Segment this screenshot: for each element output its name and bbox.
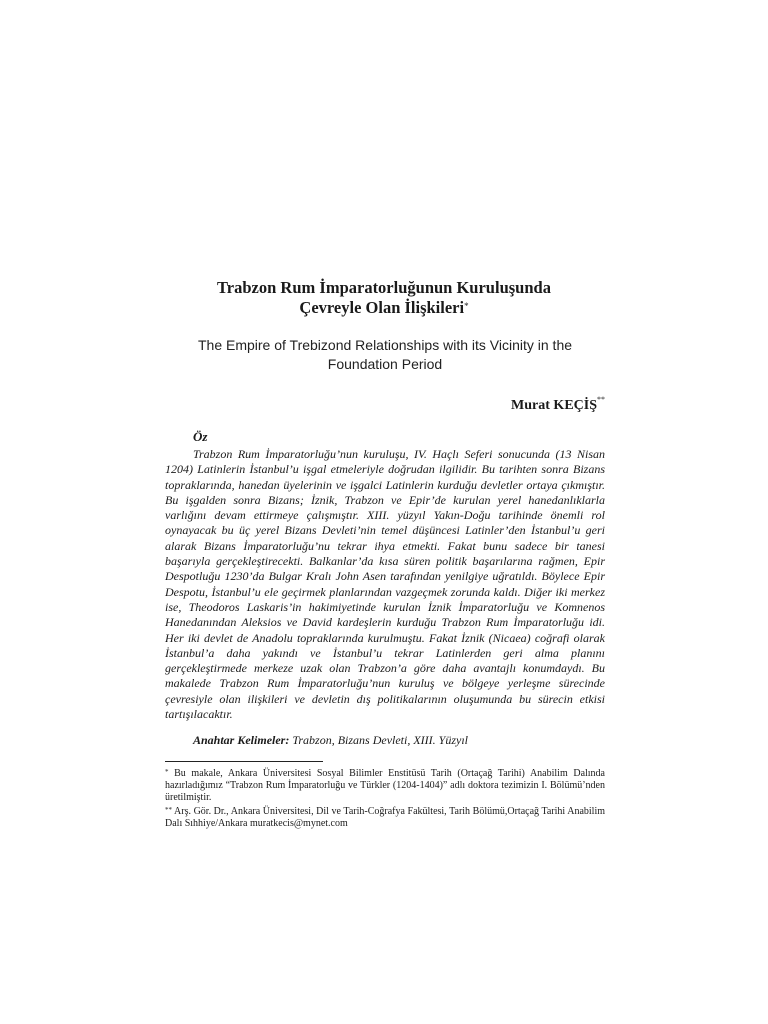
footnote-2-marker: ** <box>165 806 172 814</box>
paper-title-line-1: Trabzon Rum İmparatorluğunun Kuruluşunda <box>217 278 551 297</box>
paper-title-line-2-text: Çevreyle Olan İlişkileri <box>299 298 465 317</box>
footnote-1 <box>165 768 605 805</box>
title-footnote-marker[interactable]: * <box>464 301 469 311</box>
keywords-line <box>193 733 468 748</box>
footnote-2-text: Arş. Gör. Dr., Ankara Üniversitesi, Dil ve Tarih-Coğrafya Fakültesi, Tarih Bölümü,Ortaçağ Tarihi Anabilim Dalı Sıhhiye/Ankara muratkecis@mynet.com <box>165 806 605 830</box>
footnote-1-marker: * <box>165 768 169 776</box>
abstract-heading: Öz <box>193 429 208 444</box>
footnote-2 <box>165 806 605 830</box>
footnote-1-text: Bu makale, Ankara Üniversitesi Sosyal Bilimler Enstitüsü Tarih (Ortaçağ Tarihi) Anabilim Dalında hazırladığımız “Trabzon Rum İmparatorluğu ve Türkler (1204-1404)” adlı doktora tezimizin I. Bölümü’nden üretilmiştir. <box>165 768 605 804</box>
author-name-text: Murat KEÇİŞ <box>511 398 597 413</box>
paper-title <box>0 278 768 318</box>
paper-title-line-2 <box>0 298 768 318</box>
author-name <box>511 395 605 414</box>
keywords-label: Anahtar Kelimeler: <box>193 733 290 747</box>
keywords-text: Trabzon, Bizans Devleti, XIII. Yüzyıl <box>289 733 469 747</box>
footnote-divider <box>165 761 323 762</box>
author-footnote-marker[interactable]: ** <box>597 395 605 404</box>
english-title-line-1: The Empire of Trebizond Relationships with its Vicinity in the <box>197 337 573 353</box>
english-title-line-2: Foundation Period <box>327 356 443 372</box>
abstract-body: Trabzon Rum İmparatorluğu’nun kuruluşu, IV. Haçlı Seferi sonucunda (13 Nisan 1204) Latinlerin İstanbul’u işgal etmeleriyle doğrudan ilgilidir. Bu tarihten sonra Bizans topraklarında, hanedan üyelerinin ve işgalci Latinlerin kurduğu devletler ortaya çıkmıştır. Bu işgalden sonra Bizans; İznik, Trabzon ve Epir’de kurulan yerel hanedanlıklarla varlığını devam ettirmeye çalışmıştır. XIII. yüzyıl Yakın-Doğu tarihinde önemli rol oynayacak bu üç yerel Bizans Devleti’nin temel düşüncesi Latinler’den İstanbul’u geri alarak Bizans İmparatorluğu’nu tekrar ihya etmekti. Fakat bunu sadece bir tanesi başarıyla gerçekleştirecekti. Balkanlar’da kısa süren politik başarılarına rağmen, Epir Despotluğu 1230’da Bulgar Kralı John Asen tarafından yenilgiye uğratıldı. Böylece Epir Despotu, İstanbul’u ele geçirmek planlarından vazgeçmek zorunda kaldı. Diğer iki merkez ise, Theodoros Laskaris’in hakimiyetinde kurulan İznik İmparatorluğu ve Komnenos Hanedanından Aleksios ve David kardeşlerin kurduğu Trabzon Rum İmparatorluğu idi. Her iki devlet de Anadolu topraklarında kurulmuştu. Fakat İznik (Nicaea) coğrafi olarak İstanbul’a daha yakındı ve İstanbul’u tekrar Latinlerden geri alma planını gerçekleştirmede merkeze uzak olan Trabzon’a göre daha avantajlı konumdaydı. Bu makalede Trabzon Rum İmparatorluğu’nun kuruluş ve bölgeye yerleşme sürecinde çevresiyle olan ilişkileri ve devletin dış politikalarının oluşumunda bu sürecin etkisi tartışılacaktır. <box>165 447 605 722</box>
english-title <box>160 336 610 374</box>
